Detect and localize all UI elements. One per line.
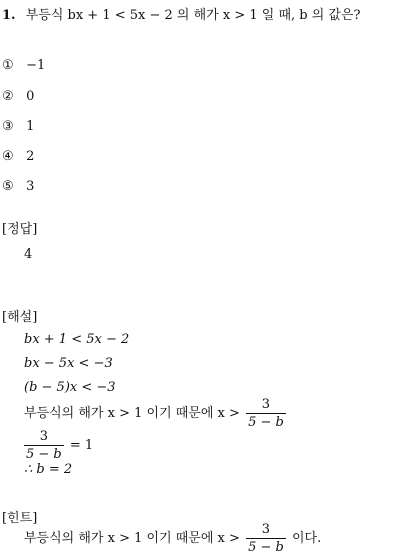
answer-label: [정답] bbox=[2, 222, 38, 237]
choice-mark: ③ bbox=[2, 119, 14, 134]
fraction-numerator: 3 bbox=[246, 523, 286, 539]
fraction bbox=[246, 523, 286, 554]
choice-2[interactable] bbox=[2, 90, 34, 103]
fraction-numerator: 3 bbox=[24, 430, 64, 446]
question-text: 부등식 bx + 1 < 5x − 2 의 해가 x > 1 일 때, b 의 값은? bbox=[25, 8, 361, 23]
choice-value: 0 bbox=[26, 89, 35, 104]
choice-mark: ④ bbox=[2, 149, 14, 164]
solution-line-4-text: 부등식의 해가 x > 1 이기 때문에 x > bbox=[24, 406, 240, 421]
fraction-numerator: 3 bbox=[246, 398, 286, 414]
fraction-denominator: 5 − b bbox=[248, 540, 284, 555]
choice-1[interactable] bbox=[2, 59, 45, 72]
choice-mark: ② bbox=[2, 89, 14, 104]
solution-label: [해설] bbox=[2, 310, 38, 325]
choice-mark: ① bbox=[2, 58, 14, 73]
choice-value: 1 bbox=[26, 119, 35, 134]
choice-4[interactable] bbox=[2, 150, 34, 163]
choice-3[interactable] bbox=[2, 120, 34, 133]
solution-line-3: (b − 5)x < −3 bbox=[24, 380, 116, 395]
choice-mark: ⑤ bbox=[2, 179, 14, 194]
answer-value: 4 bbox=[24, 247, 33, 262]
fraction-denominator: 5 − b bbox=[248, 415, 284, 430]
choice-value: 3 bbox=[26, 179, 35, 194]
solution-line-5 bbox=[24, 430, 93, 461]
fraction-denominator: 5 − b bbox=[26, 447, 62, 462]
hint-line bbox=[24, 523, 321, 554]
hint-suffix: 이다. bbox=[291, 531, 322, 546]
choice-value: −1 bbox=[26, 58, 46, 73]
solution-line-5-text: = 1 bbox=[69, 438, 94, 453]
question-number: 1. bbox=[2, 8, 16, 23]
hint-text: 부등식의 해가 x > 1 이기 때문에 x > bbox=[24, 531, 240, 546]
fraction bbox=[24, 430, 64, 461]
choice-5[interactable] bbox=[2, 180, 34, 193]
fraction bbox=[246, 398, 286, 429]
solution-line-2: bx − 5x < −3 bbox=[24, 356, 113, 371]
question-line bbox=[2, 9, 361, 22]
hint-label: [힌트] bbox=[2, 511, 38, 526]
choice-value: 2 bbox=[26, 149, 35, 164]
solution-line-4 bbox=[24, 398, 288, 429]
solution-line-1: bx + 1 < 5x − 2 bbox=[24, 332, 130, 347]
solution-line-6: ∴ b = 2 bbox=[24, 462, 73, 477]
